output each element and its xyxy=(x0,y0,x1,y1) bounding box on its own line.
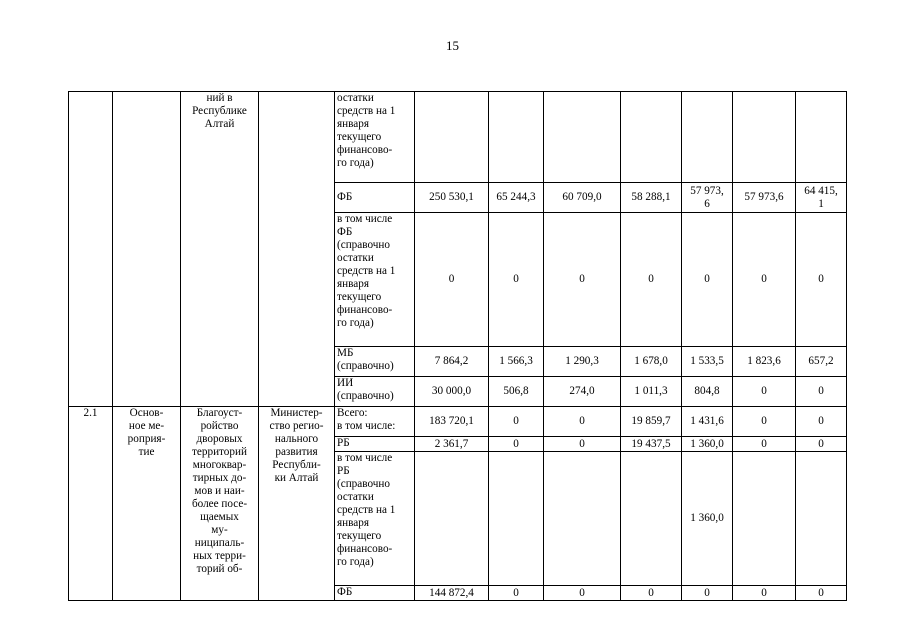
cell-num-empty xyxy=(69,92,113,407)
value-cell: 0 xyxy=(544,213,621,347)
page-number: 15 xyxy=(446,38,459,53)
value-cell xyxy=(682,92,733,183)
item-number: 2.1 xyxy=(69,407,113,601)
row-label: ФБ xyxy=(335,586,415,601)
value-cell xyxy=(415,92,489,183)
cell-type-empty xyxy=(113,92,181,407)
value-cell: 1 290,3 xyxy=(544,347,621,377)
value-cell xyxy=(796,92,847,183)
value-cell: 0 xyxy=(489,586,544,601)
value-cell: 1 823,6 xyxy=(733,347,796,377)
value-cell: 0 xyxy=(796,407,847,437)
row-label: остатки средств на 1 января текущего финансово- го года) xyxy=(335,92,415,183)
value-cell xyxy=(489,452,544,586)
value-cell xyxy=(489,92,544,183)
value-cell: 30 000,0 xyxy=(415,377,489,407)
value-cell: 1 533,5 xyxy=(682,347,733,377)
value-cell: 64 415, 1 xyxy=(796,183,847,213)
value-cell: 183 720,1 xyxy=(415,407,489,437)
value-cell: 144 872,4 xyxy=(415,586,489,601)
value-cell: 0 xyxy=(621,213,682,347)
budget-table xyxy=(68,91,847,601)
value-cell xyxy=(621,452,682,586)
value-cell: 804,8 xyxy=(682,377,733,407)
value-cell: 0 xyxy=(733,437,796,452)
value-cell: 1 360,0 xyxy=(682,452,733,586)
value-cell xyxy=(796,452,847,586)
value-cell: 2 361,7 xyxy=(415,437,489,452)
value-cell xyxy=(621,92,682,183)
value-cell: 0 xyxy=(489,407,544,437)
value-cell: 506,8 xyxy=(489,377,544,407)
value-cell: 65 244,3 xyxy=(489,183,544,213)
value-cell: 0 xyxy=(733,586,796,601)
value-cell: 1 566,3 xyxy=(489,347,544,377)
value-cell: 7 864,2 xyxy=(415,347,489,377)
value-cell xyxy=(733,92,796,183)
value-cell: 0 xyxy=(415,213,489,347)
value-cell: 0 xyxy=(682,213,733,347)
value-cell: 0 xyxy=(544,407,621,437)
value-cell: 0 xyxy=(796,586,847,601)
cell-executor-empty xyxy=(259,92,335,407)
value-cell: 0 xyxy=(733,377,796,407)
table-row xyxy=(69,407,847,437)
value-cell: 58 288,1 xyxy=(621,183,682,213)
row-label: ИИ (справочно) xyxy=(335,377,415,407)
item-executor: Министер- ство регио- нального развития Республи- ки Алтай xyxy=(259,407,335,601)
value-cell xyxy=(733,452,796,586)
value-cell xyxy=(544,92,621,183)
value-cell xyxy=(544,452,621,586)
row-label: в том числе ФБ (справочно остатки средств на 1 января текущего финансово- го года) xyxy=(335,213,415,347)
row-label: в том числе РБ (справочно остатки средств на 1 января текущего финансово- го года) xyxy=(335,452,415,586)
value-cell: 0 xyxy=(544,586,621,601)
value-cell: 657,2 xyxy=(796,347,847,377)
row-label: МБ (справочно) xyxy=(335,347,415,377)
value-cell: 250 530,1 xyxy=(415,183,489,213)
row-label: ФБ xyxy=(335,183,415,213)
value-cell: 0 xyxy=(544,437,621,452)
value-cell: 274,0 xyxy=(544,377,621,407)
value-cell: 0 xyxy=(796,377,847,407)
item-type: Основ- ное ме- роприя- тие xyxy=(113,407,181,601)
value-cell: 0 xyxy=(621,586,682,601)
value-cell: 0 xyxy=(796,437,847,452)
cell-name-continued: ний в Республике Алтай xyxy=(181,92,259,407)
value-cell: 60 709,0 xyxy=(544,183,621,213)
value-cell: 1 360,0 xyxy=(682,437,733,452)
value-cell: 0 xyxy=(733,213,796,347)
row-label: Всего: в том числе: xyxy=(335,407,415,437)
value-cell xyxy=(415,452,489,586)
value-cell: 1 431,6 xyxy=(682,407,733,437)
table-row xyxy=(69,92,847,183)
value-cell: 0 xyxy=(796,213,847,347)
value-cell: 1 678,0 xyxy=(621,347,682,377)
value-cell: 57 973,6 xyxy=(733,183,796,213)
value-cell: 0 xyxy=(489,213,544,347)
value-cell: 19 859,7 xyxy=(621,407,682,437)
item-name: Благоуст- ройство дворовых территорий многоквар- тирных до- мов и наи- более посе- щаемых му- ниципаль- ных терри- торий об- xyxy=(181,407,259,601)
value-cell: 57 973, 6 xyxy=(682,183,733,213)
value-cell: 0 xyxy=(489,437,544,452)
value-cell: 1 011,3 xyxy=(621,377,682,407)
value-cell: 0 xyxy=(733,407,796,437)
value-cell: 19 437,5 xyxy=(621,437,682,452)
value-cell: 0 xyxy=(682,586,733,601)
row-label: РБ xyxy=(335,437,415,452)
